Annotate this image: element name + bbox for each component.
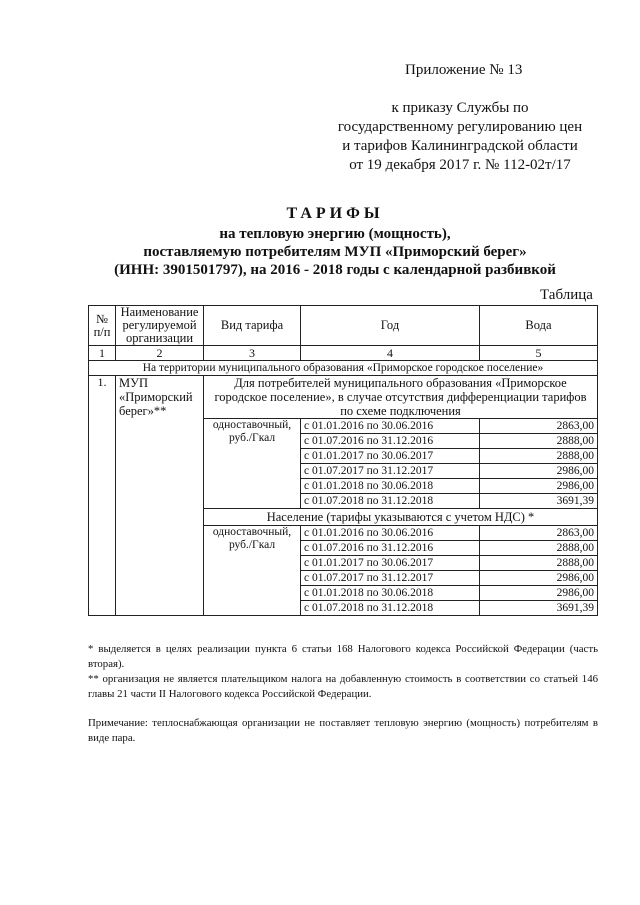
spacer (88, 702, 598, 716)
column-header: № п/п (89, 306, 116, 346)
period-cell: с 01.01.2017 по 30.06.2017 (301, 556, 480, 571)
period-cell: с 01.07.2016 по 31.12.2016 (301, 541, 480, 556)
period-cell: с 01.01.2016 по 30.06.2016 (301, 419, 480, 434)
territory-row (89, 361, 598, 376)
order-line: государственному регулированию цен (337, 119, 583, 135)
table-header-row (89, 306, 598, 346)
order-line: и тарифов Калининградской области (342, 138, 578, 154)
period-cell: с 01.01.2017 по 30.06.2017 (301, 449, 480, 464)
value-cell: 3691,39 (480, 601, 598, 616)
tariffs-table (88, 305, 598, 616)
column-header: Год (301, 306, 480, 346)
remark: Примечание: теплоснабжающая организации не поставляет тепловую энергию (мощность) потребителям в виде пара. (88, 717, 598, 744)
column-header: Наименование регулируемой организации (116, 306, 204, 346)
order-line: к приказу Службы по (391, 100, 529, 116)
period-cell: с 01.07.2016 по 31.12.2016 (301, 434, 480, 449)
period-cell: с 01.01.2018 по 30.06.2018 (301, 479, 480, 494)
document-title (70, 205, 600, 279)
tariff-type: одноставочный, руб./Гкал (204, 526, 301, 616)
value-cell: 2888,00 (480, 541, 598, 556)
territory-label: На территории муниципального образования «Приморское городское поселение» (89, 361, 598, 376)
organization-name: МУП «Приморский берег»** (116, 376, 204, 616)
value-cell: 2888,00 (480, 556, 598, 571)
value-cell: 2986,00 (480, 479, 598, 494)
value-cell: 2863,00 (480, 419, 598, 434)
period-cell: с 01.01.2016 по 30.06.2016 (301, 526, 480, 541)
value-cell: 2888,00 (480, 434, 598, 449)
title-main: ТАРИФЫ (286, 205, 384, 222)
order-line: от 19 декабря 2017 г. № 112-02т/17 (349, 157, 571, 173)
notes-section (88, 642, 598, 746)
period-cell: с 01.01.2018 по 30.06.2018 (301, 586, 480, 601)
column-number: 3 (204, 346, 301, 361)
group-heading: Население (тарифы указываются с учетом НДС) * (204, 509, 598, 526)
period-cell: с 01.07.2018 по 31.12.2018 (301, 601, 480, 616)
row-number: 1. (89, 376, 116, 616)
value-cell: 2863,00 (480, 526, 598, 541)
column-number-row (89, 346, 598, 361)
period-cell: с 01.07.2018 по 31.12.2018 (301, 494, 480, 509)
value-cell: 2888,00 (480, 449, 598, 464)
value-cell: 3691,39 (480, 494, 598, 509)
group-heading-row (89, 376, 598, 419)
column-header: Вода (480, 306, 598, 346)
title-line: на тепловую энергию (мощность), (219, 226, 451, 242)
value-cell: 2986,00 (480, 586, 598, 601)
appendix-title: Приложение № 13 (405, 62, 523, 78)
group-heading: Для потребителей муниципального образования «Приморское городское поселение», в случае отсутствия дифференциации тарифов по схеме подключения (204, 376, 598, 419)
column-header: Вид тарифа (204, 306, 301, 346)
column-number: 5 (480, 346, 598, 361)
title-line: (ИНН: 3901501797), на 2016 - 2018 годы с календарной разбивкой (114, 262, 556, 278)
column-number: 2 (116, 346, 204, 361)
column-number: 4 (301, 346, 480, 361)
tariff-type: одноставочный, руб./Гкал (204, 419, 301, 509)
title-line: поставляемую потребителям МУП «Приморский берег» (143, 244, 527, 260)
footnote: ** организация не является плательщиком налога на добавленную стоимость в соответствии со статьей 146 главы 21 части II Налогового кодекса Российской Федерации. (88, 673, 598, 700)
footnote: * выделяется в целях реализации пункта 6 статьи 168 Налогового кодекса Российской Федерации (часть вторая). (88, 643, 598, 670)
order-reference (330, 99, 590, 175)
column-number: 1 (89, 346, 116, 361)
table-caption: Таблица (540, 287, 593, 303)
period-cell: с 01.07.2017 по 31.12.2017 (301, 464, 480, 479)
value-cell: 2986,00 (480, 571, 598, 586)
value-cell: 2986,00 (480, 464, 598, 479)
period-cell: с 01.07.2017 по 31.12.2017 (301, 571, 480, 586)
